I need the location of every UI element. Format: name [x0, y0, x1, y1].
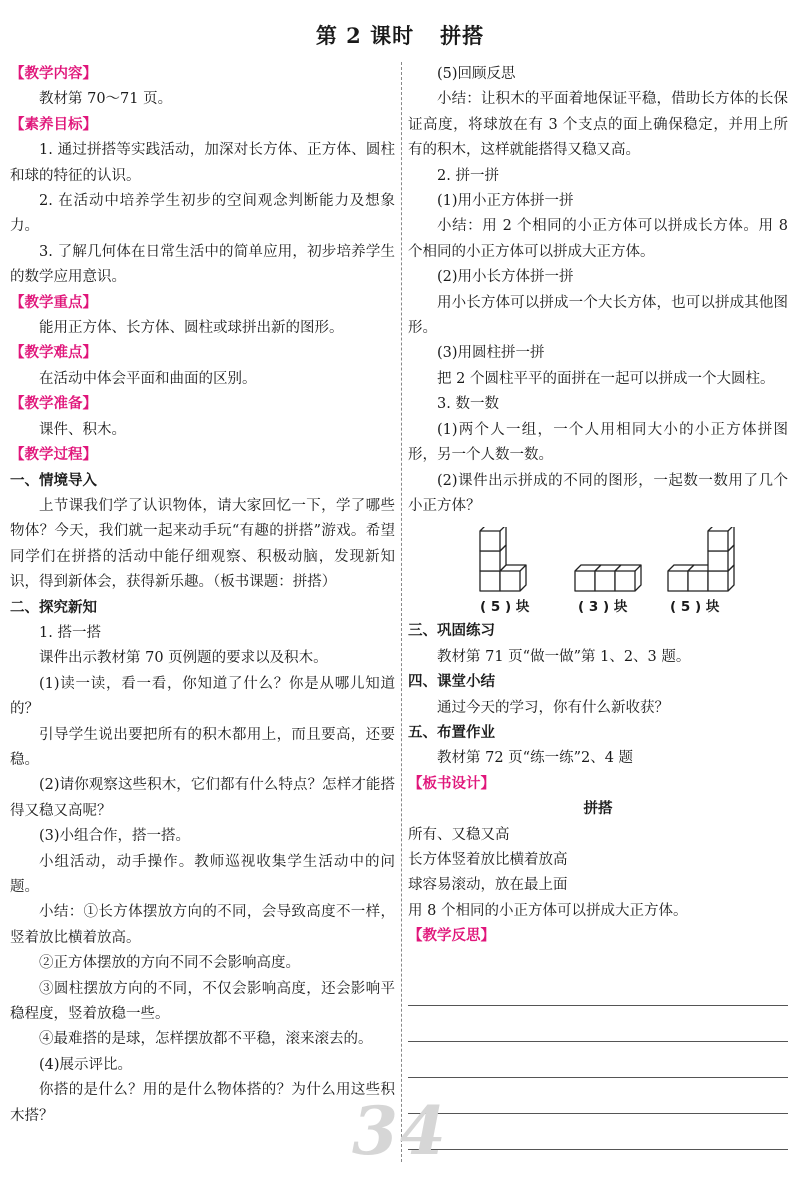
goal-2: 2. 在活动中培养学生初步的空间观念判断能力及想象力。: [10, 193, 395, 235]
header-goals: 【素养目标】: [10, 116, 97, 133]
cube-figure-1: [478, 527, 550, 593]
cube-figure-3: [666, 527, 738, 593]
page-number: 34: [352, 1092, 448, 1170]
question-5-text: 小结：让积木的平面着地保证平稳，借助长方体的长保证高度，将球放在有 3 个支点的面上确保稳定，并用上所有的积木，这样就能搭得又稳又高。: [408, 91, 788, 159]
assemble-2: (2)用小长方体拼一拼: [437, 269, 574, 286]
cube-figures: [408, 527, 788, 619]
section-practice: 三、巩固练习: [408, 623, 495, 640]
count-1: (1)两个人一组，一个人用相同大小的小正方体拼图形，另一个人数一数。: [408, 421, 788, 464]
summary-1: 小结：①长方体摆放方向的不同，会导致高度不一样，竖着放比横着放高。: [10, 904, 395, 946]
page-title: [0, 20, 800, 50]
lesson-name: 拼搭: [440, 23, 485, 48]
practice-text: 教材第 71 页“做一做”第 1、2、3 题。: [437, 648, 691, 665]
header-reflection: 【教学反思】: [408, 928, 495, 945]
question-1: (1)读一读，看一看，你知道了什么？你是从哪儿知道的？: [10, 675, 395, 718]
column-divider: [401, 62, 402, 1162]
question-1-text: 引导学生说出要把所有的积木都用上，而且要高，还要稳。: [10, 726, 395, 768]
content-text: 教材第 70～71 页。: [39, 91, 173, 108]
subsection-assemble: 2. 拼一拼: [437, 167, 499, 184]
homework-text: 教材第 72 页“练一练”2、4 题: [437, 750, 634, 767]
assemble-1: (1)用小正方体拼一拼: [437, 193, 574, 210]
figure-label-3: ( 5 ) 块: [670, 599, 720, 616]
build-text: 课件出示教材第 70 页例题的要求以及积木。: [39, 650, 328, 667]
count-2: (2)课件出示拼成的不同的图形，一起数一数用了几个小正方体？: [408, 472, 788, 514]
goal-1: 1. 通过拼搭等实践活动，加深对长方体、正方体、圆柱和球的特征的认识。: [10, 142, 395, 184]
summary-text: 通过今天的学习，你有什么新收获？: [437, 699, 669, 716]
section-explore: 二、探究新知: [10, 599, 97, 616]
preparation-text: 课件、积木。: [39, 421, 126, 438]
board-title: 拼搭: [583, 801, 613, 818]
board-line-3: 球容易滚动，放在最上面: [408, 877, 568, 894]
goal-3: 3. 了解几何体在日常生活中的简单应用，初步培养学生的数学应用意识。: [10, 243, 395, 286]
section-homework: 五、布置作业: [408, 724, 495, 741]
board-line-2: 长方体竖着放比横着放高: [408, 851, 568, 868]
reflection-lines: [408, 970, 788, 1150]
assemble-2-text: 用小长方体可以拼成一个大长方体，也可以拼成其他图形。: [408, 294, 788, 337]
summary-3: ③圆柱摆放方向的不同，不仅会影响高度，还会影响平稳程度，竖着放稳一些。: [10, 980, 395, 1023]
reflection-line: [408, 1006, 788, 1042]
figure-label-1: ( 5 ) 块: [480, 599, 530, 616]
header-key-points: 【教学重点】: [10, 294, 97, 311]
header-process: 【教学过程】: [10, 447, 97, 464]
reflection-line: [408, 970, 788, 1006]
board-line-1: 所有、又稳又高: [408, 826, 510, 843]
question-5: (5)回顾反思: [437, 66, 516, 82]
figure-label-2: ( 3 ) 块: [578, 599, 628, 616]
question-4-text: 你搭的是什么？用的是什么物体搭的？为什么用这些积木搭？: [10, 1082, 395, 1124]
question-2: (2)请你观察这些积木，它们都有什么特点？怎样才能搭得又稳又高呢？: [10, 777, 395, 819]
difficulty-text: 在活动中体会平面和曲面的区别。: [39, 370, 257, 387]
summary-4: ④最难搭的是球，怎样摆放都不平稳，滚来滚去的。: [39, 1031, 373, 1048]
section-summary: 四、课堂小结: [408, 674, 495, 691]
reflection-line: [408, 1042, 788, 1078]
subsection-count: 3. 数一数: [437, 396, 499, 413]
intro-text: 上节课我们学了认识物体，请大家回忆一下，学了哪些物体？今天，我们就一起来动手玩“有趣的拼搭”游戏。希望同学们在拼搭的活动中能仔细观察、积极动脑，发现新知识，得到新体会，获得新乐趣。（板书课题：拼搭）: [10, 497, 395, 591]
section-intro: 一、情境导入: [10, 472, 97, 489]
header-content: 【教学内容】: [10, 66, 97, 82]
cube-figure-2: [573, 527, 645, 593]
key-points-text: 能用正方体、长方体、圆柱或球拼出新的图形。: [39, 320, 344, 337]
reflection-line: [408, 1078, 788, 1114]
summary-2: ②正方体摆放的方向不同不会影响高度。: [39, 955, 300, 972]
board-line-4: 用 8 个相同的小正方体可以拼成大正方体。: [408, 902, 688, 919]
header-difficulty: 【教学难点】: [10, 345, 97, 362]
assemble-3-text: 把 2 个圆柱平平的面拼在一起可以拼成一个大圆柱。: [437, 370, 775, 387]
header-board-design: 【板书设计】: [408, 775, 495, 792]
assemble-3: (3)用圆柱拼一拼: [437, 345, 545, 362]
assemble-1-text: 小结：用 2 个相同的小正方体可以拼成长方体。用 8 个相同的小正方体可以拼成大正方体。: [408, 218, 788, 260]
lesson-number: 第 2 课时: [315, 23, 415, 48]
header-preparation: 【教学准备】: [10, 396, 97, 413]
subsection-build: 1. 搭一搭: [39, 624, 101, 641]
right-column: [408, 62, 788, 1150]
left-column: [10, 62, 395, 1129]
reflection-line: [408, 1114, 788, 1150]
question-3-text: 小组活动，动手操作。教师巡视收集学生活动中的问题。: [10, 853, 395, 895]
question-4: (4)展示评比。: [39, 1056, 133, 1073]
question-3: (3)小组合作，搭一搭。: [39, 828, 191, 845]
